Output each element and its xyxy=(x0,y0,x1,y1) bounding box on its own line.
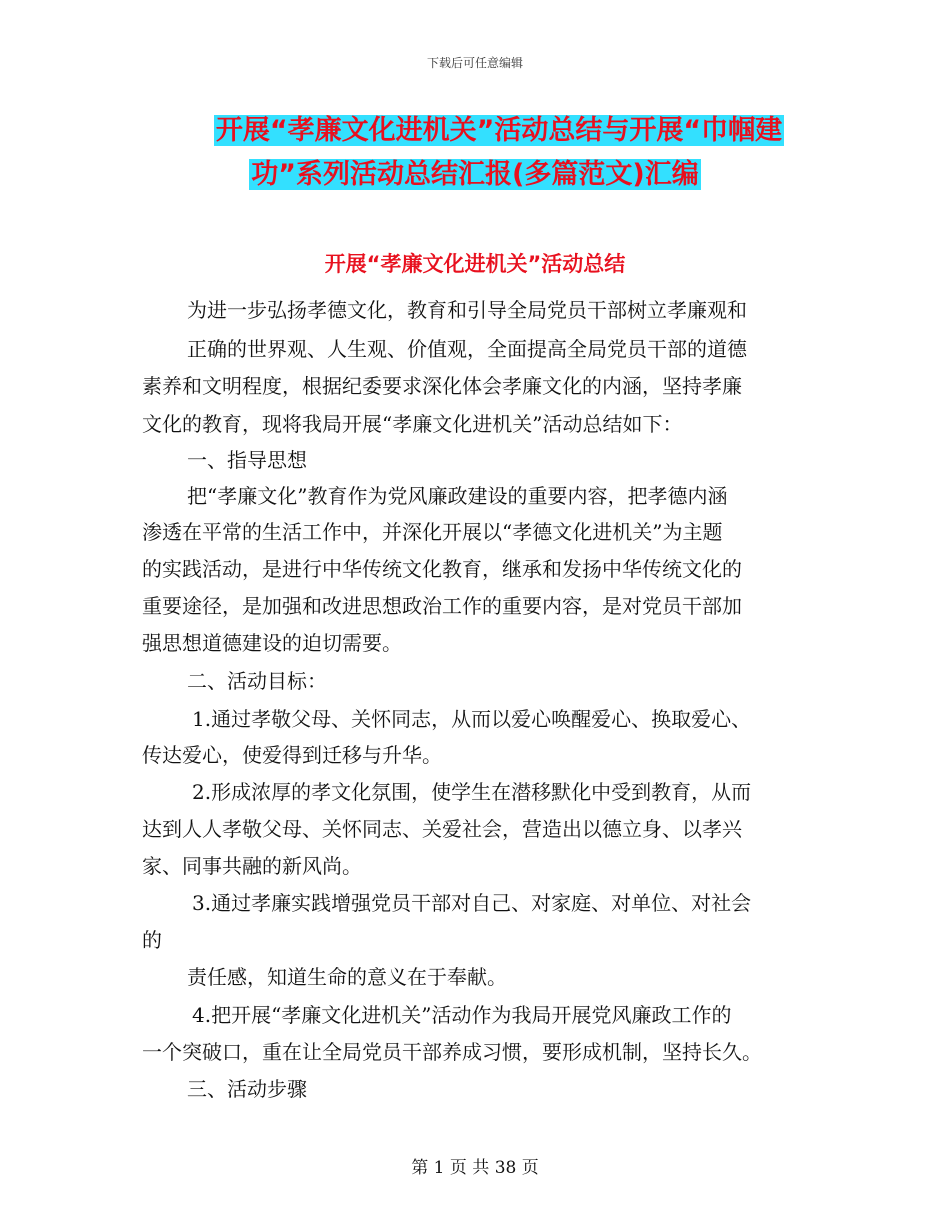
section-heading: 开展“孝廉文化进机关”活动总结 xyxy=(324,252,626,276)
body-line: 1.通过孝敬父母、关怀同志，从而以爱心唤醒爱心、换取爱心、 xyxy=(192,707,752,731)
body-line: 渗透在平常的生活工作中，并深化开展以“孝德文化进机关”为主题 xyxy=(142,520,723,544)
body-line: 传达爱心，使爱得到迁移与升华。 xyxy=(142,743,442,767)
body-line: 家、同事共融的新风尚。 xyxy=(142,854,362,878)
body-line: 文化的教育，现将我局开展“孝廉文化进机关”活动总结如下： xyxy=(142,412,683,436)
body-line: 责任感，知道生命的意义在于奉献。 xyxy=(187,965,507,989)
title-text-1: 开展“孝廉文化进机关”活动总结与开展“巾帼建 xyxy=(215,115,783,146)
title-text-2: 功”系列活动总结汇报(多篇范文)汇编 xyxy=(251,159,699,190)
page-number-footer: 第 1 页 共 38 页 xyxy=(411,1158,539,1178)
body-line: 为进一步弘扬孝德文化，教育和引导全局党员干部树立孝廉观和 xyxy=(187,298,747,322)
body-line: 达到人人孝敬父母、关怀同志、关爱社会，营造出以德立身、以孝兴 xyxy=(142,817,742,841)
body-line: 2.形成浓厚的孝文化氛围，使学生在潜移默化中受到教育，从而 xyxy=(192,780,752,804)
body-line: 一个突破口，重在让全局党员干部养成习惯，要形成机制，坚持长久。 xyxy=(142,1040,762,1064)
body-line: 一、指导思想 xyxy=(187,448,307,472)
body-line: 三、活动步骤 xyxy=(187,1077,307,1101)
body-line: 二、活动目标： xyxy=(187,669,327,693)
body-line: 把“孝廉文化”教育作为党风廉政建设的重要内容，把孝德内涵 xyxy=(187,484,728,508)
body-line: 强思想道德建设的迫切需要。 xyxy=(142,631,402,655)
body-line: 4.把开展“孝廉文化进机关”活动作为我局开展党风廉政工作的 xyxy=(192,1003,732,1027)
body-line: 的 xyxy=(142,928,162,952)
document-title-line-1 xyxy=(0,112,950,150)
body-line: 的实践活动，是进行中华传统文化教育，继承和发扬中华传统文化的 xyxy=(142,557,742,581)
body-line: 素养和文明程度，根据纪委要求深化体会孝廉文化的内涵，坚持孝廉 xyxy=(142,374,742,398)
body-line: 正确的世界观、人生观、价值观，全面提高全局党员干部的道德 xyxy=(187,337,747,361)
document-title-line-2 xyxy=(0,156,950,194)
header-note: 下载后可任意编辑 xyxy=(426,56,523,70)
body-line: 3.通过孝廉实践增强党员干部对自己、对家庭、对单位、对社会 xyxy=(192,891,752,915)
body-line: 重要途径，是加强和改进思想政治工作的重要内容，是对党员干部加 xyxy=(142,594,742,618)
